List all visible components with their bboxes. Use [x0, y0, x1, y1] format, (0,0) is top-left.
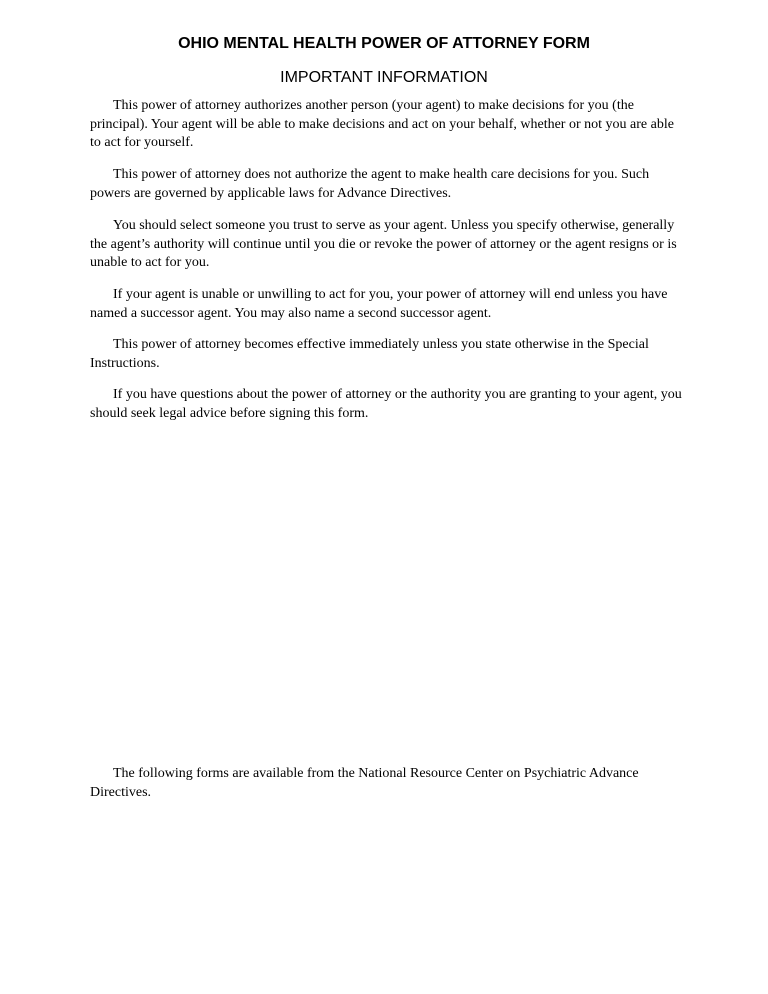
section-heading: IMPORTANT INFORMATION	[280, 69, 488, 86]
paragraph-health-care-limitation: This power of attorney does not authorize the agent to make health care decisions for you. Such powers are governed by applicable laws for Advance Directives.	[90, 167, 650, 201]
paragraph-successor-agent: If your agent is unable or unwilling to act for you, your power of attorney will end unless you have named a successor agent. You may also name a second successor agent.	[90, 287, 668, 321]
page-title: OHIO MENTAL HEALTH POWER OF ATTORNEY FORM	[178, 35, 590, 52]
paragraph-select-agent: You should select someone you trust to serve as your agent. Unless you specify otherwise, generally the agent’s authority will continue until you die or revoke the power of attorney or the agent resigns or is unable to act for you.	[90, 218, 677, 270]
paragraph-forms-availability: The following forms are available from the National Resource Center on Psychiatric Advance Directives.	[90, 766, 639, 800]
paragraph-legal-advice: If you have questions about the power of attorney or the authority you are granting to your agent, you should seek legal advice before signing this form.	[90, 387, 682, 421]
paragraph-agent-authorization: This power of attorney authorizes another person (your agent) to make decisions for you (the principal). Your agent will be able to make decisions and act on your behalf, whether or not you are able to act for yourself.	[90, 98, 674, 150]
paragraph-effective-date: This power of attorney becomes effective immediately unless you state otherwise in the Special Instructions.	[90, 337, 649, 371]
